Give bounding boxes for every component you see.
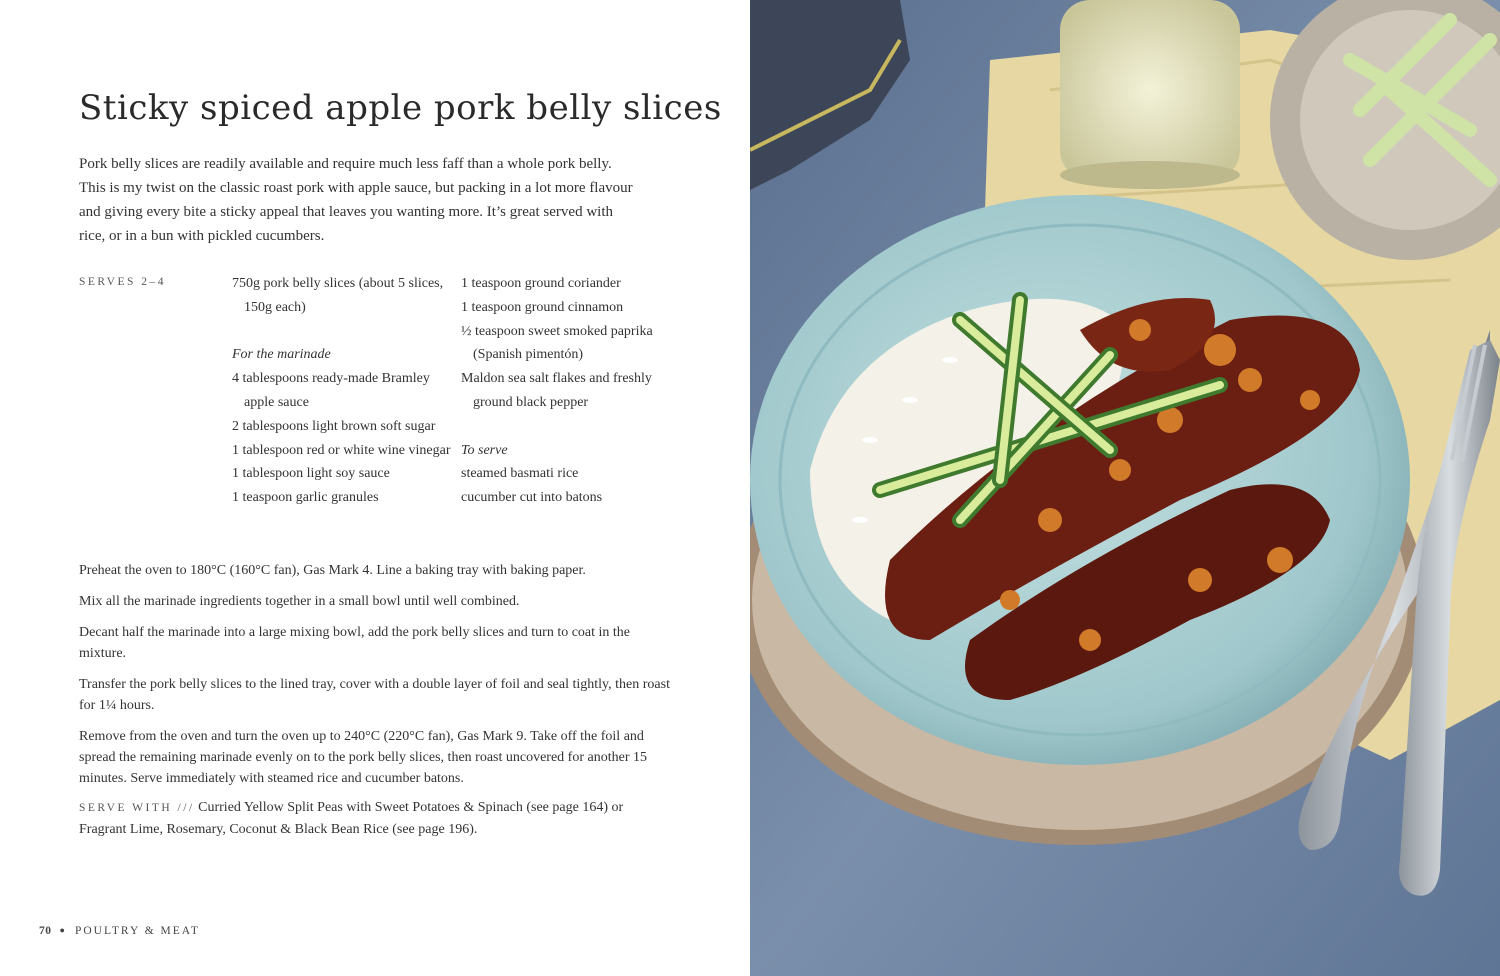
ingredient-item: 1 teaspoon ground cinnamon xyxy=(461,299,624,315)
ingredient-item: cucumber cut into batons xyxy=(461,490,603,506)
method-step: Transfer the pork belly slices to the lined tray, cover with a double layer of foil and seal tightly, then roast for 1¼ hours. xyxy=(79,677,670,713)
ingredient-item: steamed basmati rice xyxy=(461,466,579,482)
recipe-intro: Pork belly slices are readily available and require much less faff than a whole pork belly. This is my twist on the classic roast pork with apple sauce, but packing in a lot more flavour and giving every bite a sticky appeal that leaves you wanting more. It’s great served with rice, or in a bun with pickled cucumbers. xyxy=(79,156,633,244)
ingredient-item: 2 tablespoons light brown soft sugar xyxy=(232,418,436,434)
method-step: Mix all the marinade ingredients together in a small bowl until well combined. xyxy=(79,594,520,609)
method-step: Remove from the oven and turn the oven up to 240°C (220°C fan), Gas Mark 9. Take off the foil and spread the remaining marinade evenly on to the pork belly slices, then roast uncovered for another 15 minutes. Serve immediately with steamed rice and cucumber batons. xyxy=(79,729,647,786)
glass xyxy=(1060,0,1240,180)
ingredient-item: 1 tablespoon red or white wine vinegar xyxy=(232,442,451,458)
bullet-icon: ● xyxy=(59,925,67,935)
page-footer xyxy=(39,925,200,937)
ingredient-item: 1 teaspoon garlic granules xyxy=(232,490,379,506)
ingredient-item: 1 teaspoon ground coriander xyxy=(461,276,621,291)
ingredient-item: 4 tablespoons ready-made Bramley apple sauce xyxy=(232,371,430,410)
ingredients-column-2 xyxy=(461,272,691,510)
serve-with xyxy=(79,797,659,841)
marinade-heading: For the marinade xyxy=(232,347,331,363)
ingredients-column-1 xyxy=(232,272,452,510)
section-name: POULTRY & MEAT xyxy=(74,925,200,937)
recipe-title: Sticky spiced apple pork belly slices xyxy=(79,88,722,128)
method-steps xyxy=(79,560,679,799)
serve-with-text: Curried Yellow Split Peas with Sweet Potatoes & Spinach (see page 164) or Fragrant Lime, Rosemary, Coconut & Black Bean Rice (see page 196). xyxy=(79,800,624,837)
method-step: Decant half the marinade into a large mixing bowl, add the pork belly slices and turn to coat in the mixture. xyxy=(79,625,631,661)
serve-heading: To serve xyxy=(461,442,508,458)
ingredient-item: 750g pork belly slices (about 5 slices, 150g each) xyxy=(232,276,444,315)
ingredient-item: Maldon sea salt flakes and freshly ground black pepper xyxy=(461,371,652,410)
page-number: 70 xyxy=(39,925,52,937)
serve-with-label: SERVE WITH /// xyxy=(79,802,195,814)
ingredient-item: ½ teaspoon sweet smoked paprika (Spanish pimentón) xyxy=(461,323,653,363)
method-step: Preheat the oven to 180°C (160°C fan), Gas Mark 4. Line a baking tray with baking paper. xyxy=(79,563,586,578)
food-photo xyxy=(750,0,1500,976)
ingredient-item: 1 tablespoon light soy sauce xyxy=(232,466,390,482)
serves-label: SERVES 2–4 xyxy=(79,276,167,288)
